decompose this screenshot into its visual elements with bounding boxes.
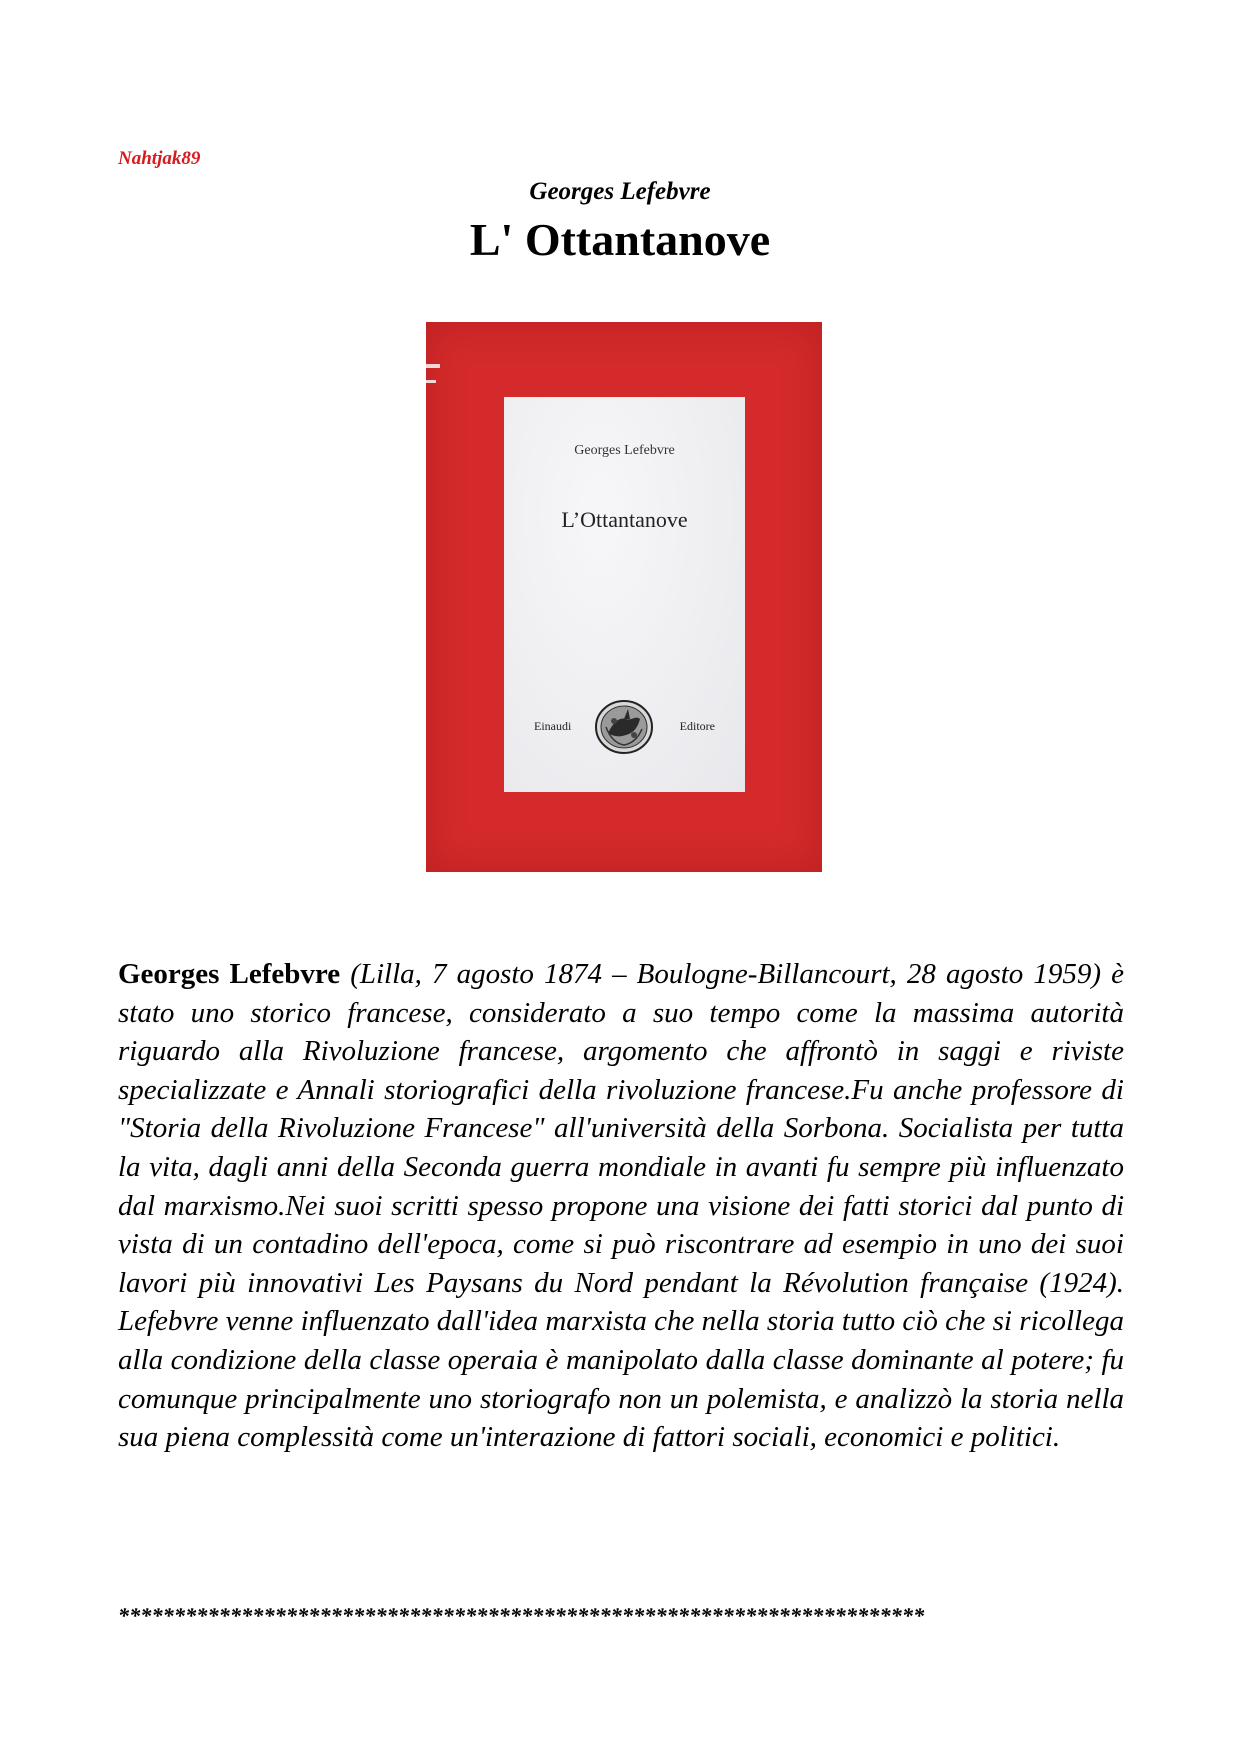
publisher-emblem-icon xyxy=(594,699,654,755)
cover-wear-mark xyxy=(426,380,436,383)
book-cover xyxy=(426,322,822,872)
page-title: L' Ottantanove xyxy=(469,214,771,265)
author-header: Georges Lefebvre xyxy=(529,178,711,205)
uploader-tag: Nahtjak89 xyxy=(118,148,201,169)
cover-title: L’Ottantanove xyxy=(561,507,688,532)
section-divider: ************************************************************************ xyxy=(118,1603,925,1628)
cover-panel xyxy=(504,397,745,792)
cover-author: Georges Lefebvre xyxy=(574,443,675,458)
author-biography xyxy=(118,955,1124,1457)
cover-publisher-label: Editore xyxy=(679,719,715,733)
cover-wear-mark xyxy=(426,364,440,368)
cover-footer xyxy=(504,697,745,757)
cover-publisher-name: Einaudi xyxy=(534,719,572,733)
bio-author-name: Georges Lefebvre xyxy=(118,958,341,990)
bio-text: (Lilla, 7 agosto 1874 – Boulogne-Billancourt, 28 agosto 1959) è stato uno storico francese, considerato a suo tempo come la massima autorità riguardo alla Rivoluzione francese, argomento che affrontò in saggi e riviste specializzate e Annali storiografici della rivoluzione francese.Fu anche professore di "Storia della Rivoluzione Francese" all'università della Sorbona. Socialista per tutta la vita, dagli anni della Seconda guerra mondiale in avanti fu sempre più influenzato dal marxismo.Nei suoi scritti spesso propone una visione dei fatti storici dal punto di vista di un contadino dell'epoca, come si può riscontrare ad esempio in uno dei suoi lavori più innovativi Les Paysans du Nord pendant la Révolution française (1924). Lefebvre venne influenzato dall'idea marxista che nella storia tutto ciò che si ricollega alla condizione della classe operaia è manipolato dalla classe dominante al potere; fu comunque principalmente uno storiografo non un polemista, e analizzò la storia nella sua piena complessità come un'interazione di fattori sociali, economici e politici. xyxy=(118,958,1124,1454)
